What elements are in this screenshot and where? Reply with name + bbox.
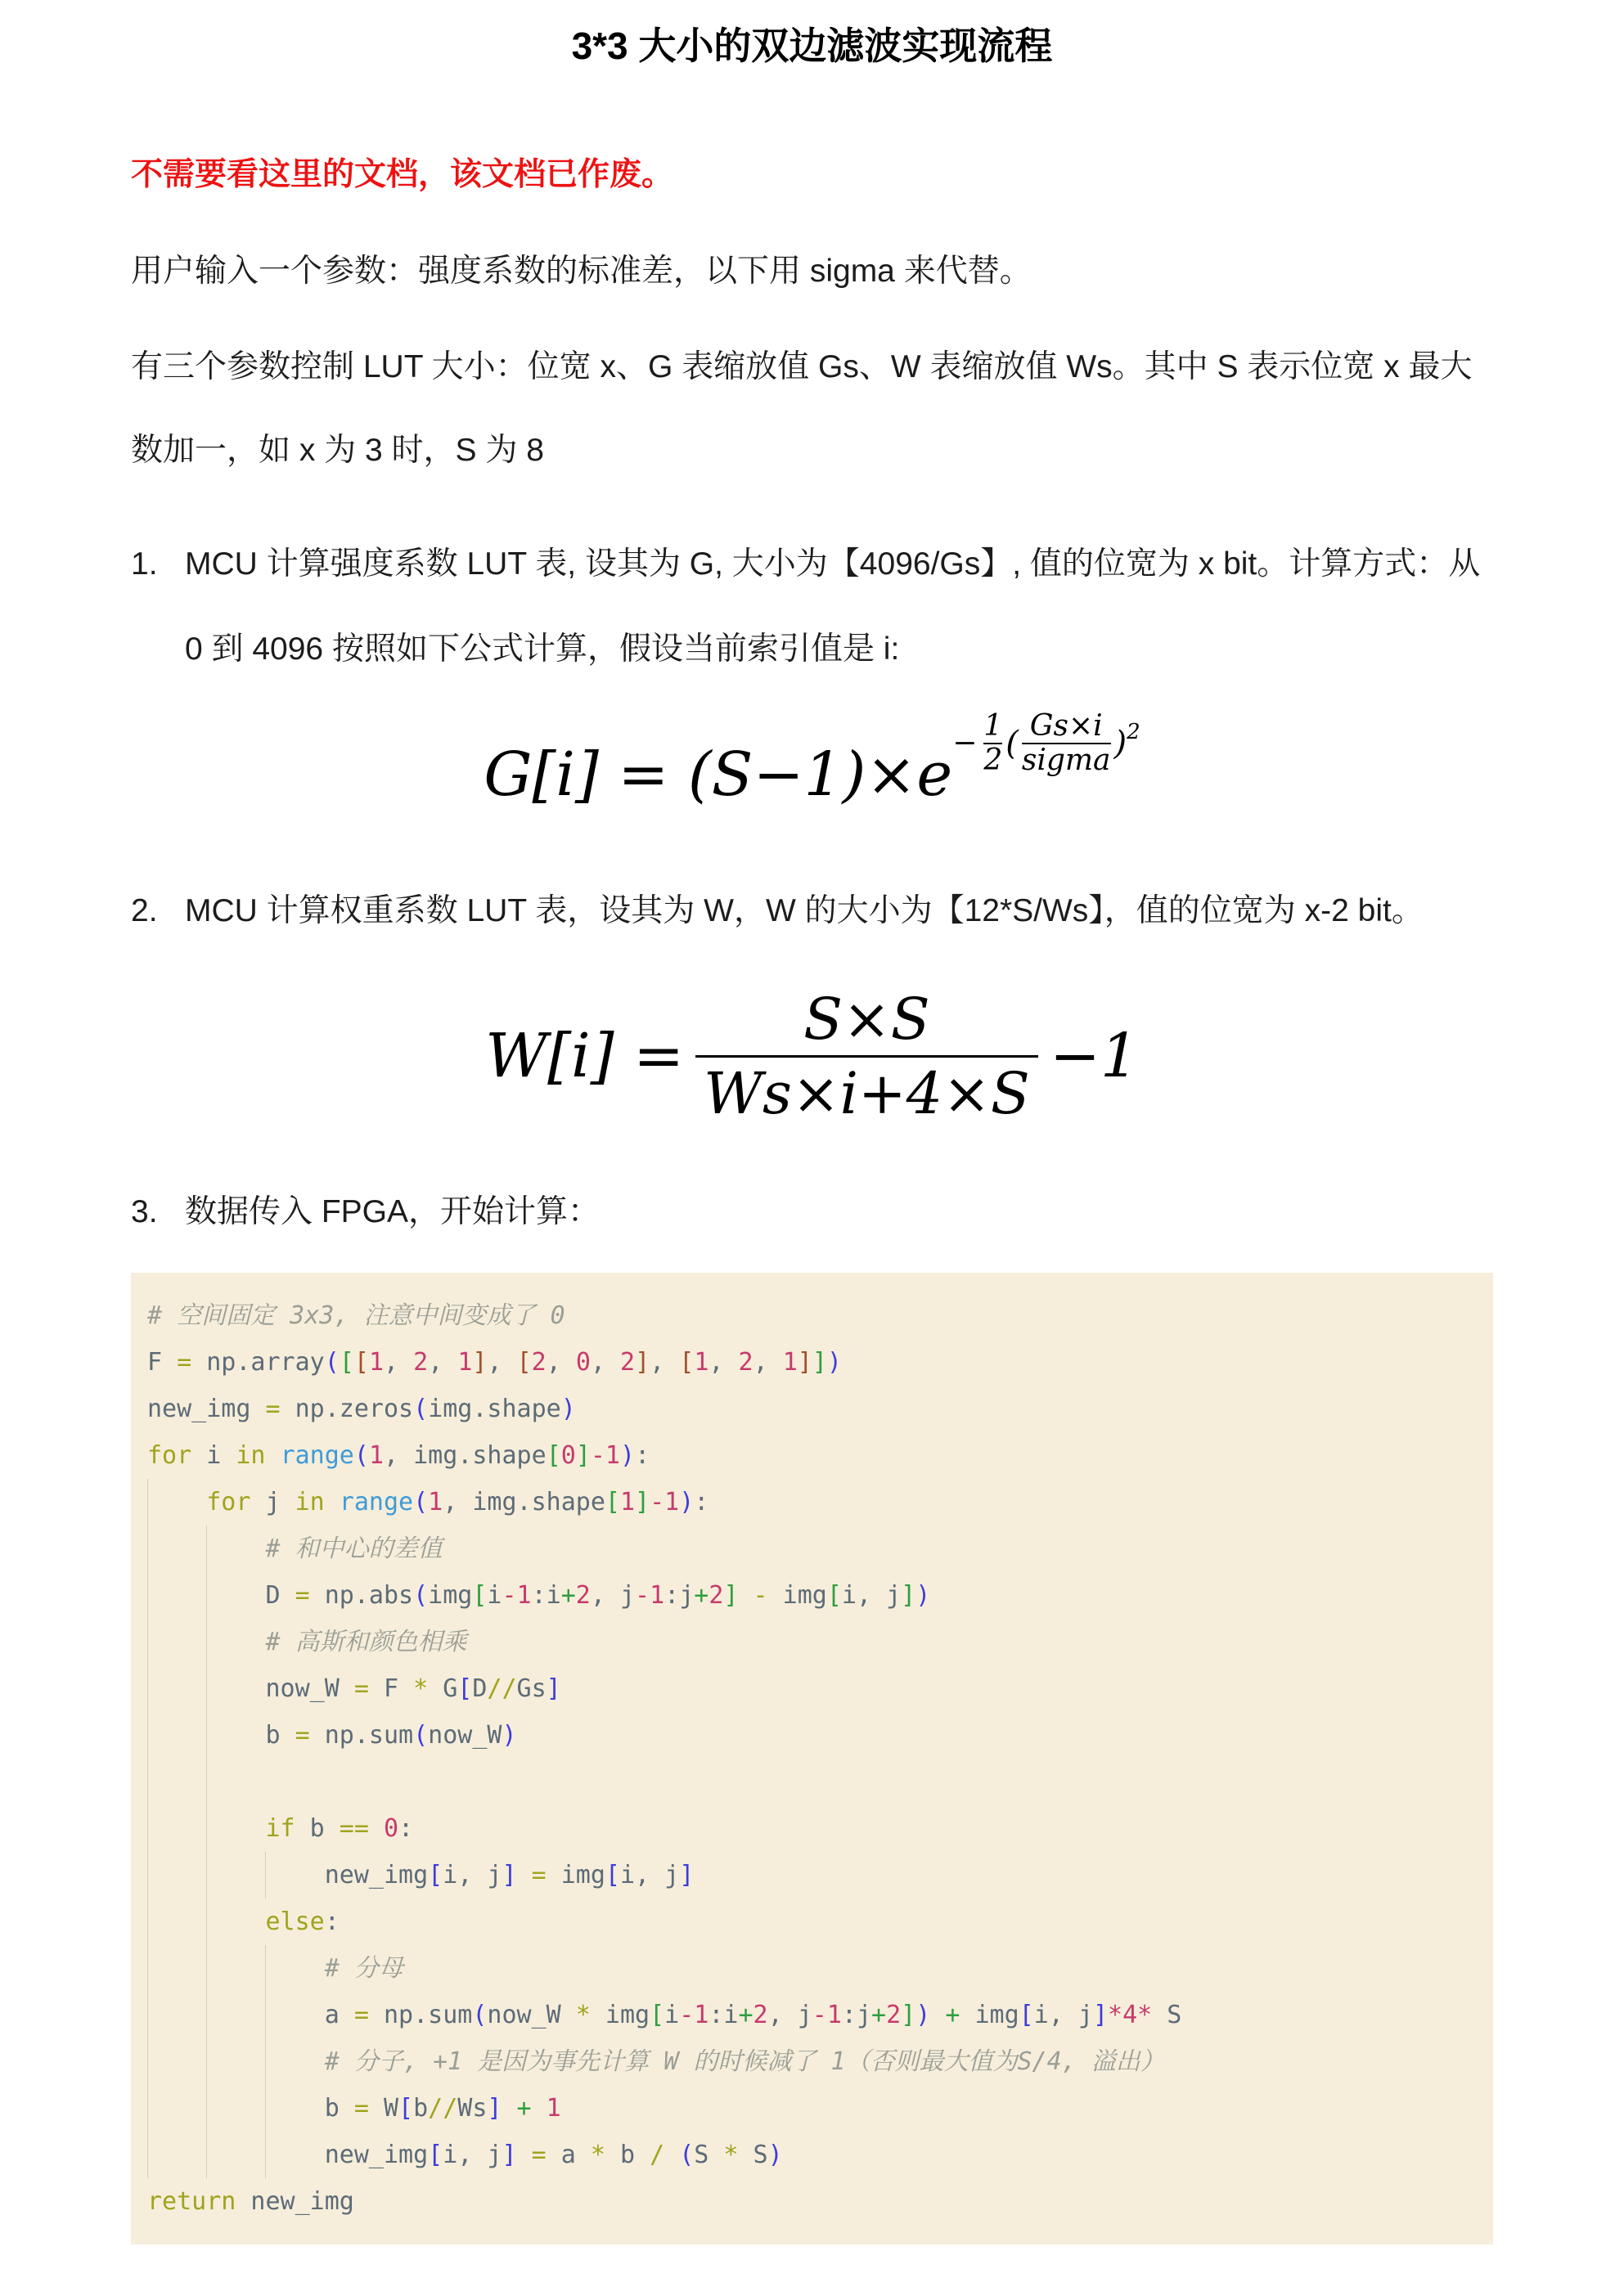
code-token: ] <box>635 1488 650 1516</box>
code-token: , <box>753 1348 783 1377</box>
paragraph-parameters: 有三个参数控制 LUT 大小：位宽 x、G 表缩放值 Gs、W 表缩放值 Ws。其中 S 表示位宽 x 最大数加一，如 x 为 3 时，S 为 8 <box>131 349 1473 468</box>
code-token <box>369 1814 384 1843</box>
code-token: S <box>738 2141 768 2169</box>
indent-guide <box>265 1945 324 1992</box>
code-token: i, j <box>841 1581 902 1610</box>
indent-guide <box>206 1759 265 1805</box>
formula-g-lut <box>131 705 1493 844</box>
code-token: [ <box>826 1581 842 1610</box>
code-token: ) <box>915 2001 931 2029</box>
code-token: ( <box>353 1441 369 1470</box>
code-line <box>147 2038 1477 2085</box>
code-token: ] <box>487 2094 502 2123</box>
code-token: 1 <box>546 2094 561 2123</box>
code-token: # 空间固定 3x3, 注意中间变成了 0 <box>147 1301 565 1330</box>
code-token: W <box>368 2094 399 2123</box>
code-token: , j <box>590 1581 636 1610</box>
code-token: np.sum <box>368 2001 473 2029</box>
code-token: [ <box>516 1348 532 1377</box>
code-token: ] <box>635 1348 650 1377</box>
indent-guide <box>206 1852 265 1898</box>
list-marker: 3. <box>131 1194 158 1229</box>
code-token: : <box>398 1814 414 1843</box>
code-token: , img.shape <box>384 1441 547 1470</box>
code-token: = <box>531 2141 547 2169</box>
code-token: ( <box>413 1721 429 1750</box>
code-token: return <box>147 2187 236 2216</box>
code-token: , img.shape <box>443 1488 605 1516</box>
indent-guide <box>206 2085 265 2132</box>
indent-guide <box>206 1945 265 1992</box>
code-token: range <box>280 1441 354 1470</box>
code-token: [ <box>650 2001 665 2029</box>
code-token: np.sum <box>309 1721 414 1750</box>
code-token: ( <box>413 1488 429 1516</box>
code-line <box>147 1712 1477 1759</box>
indent-guide <box>147 1992 206 2038</box>
code-token: ( <box>679 2141 695 2169</box>
code-token: new_img <box>236 2187 354 2216</box>
code-token: 1 <box>694 1348 709 1377</box>
code-token: img <box>546 1861 605 1889</box>
code-token: np.abs <box>309 1581 414 1610</box>
code-token: , <box>428 1348 458 1377</box>
indent-guide <box>206 1525 265 1572</box>
indent-guide <box>147 1479 206 1525</box>
code-token: : <box>694 1488 709 1516</box>
code-token: img <box>960 2001 1019 2029</box>
code-token: ) <box>767 2141 783 2169</box>
list-item-3 <box>131 1170 1493 1255</box>
code-token: * <box>590 2141 605 2169</box>
formula-main: G[i] = (S−1)×e <box>484 739 953 810</box>
code-token: img.shape <box>428 1395 561 1423</box>
code-token: 0 <box>383 1814 399 1843</box>
code-line <box>147 1898 1477 1945</box>
code-token: F <box>147 1348 178 1377</box>
indent-guide <box>147 1945 206 1992</box>
code-token: in <box>295 1488 325 1516</box>
code-token: [ <box>398 2094 414 2123</box>
code-token: 2 <box>886 2001 902 2029</box>
indent-guide <box>206 1665 265 1712</box>
code-token: [ <box>353 1348 369 1377</box>
code-token: ( <box>472 2001 488 2029</box>
indent-guide <box>147 2038 206 2085</box>
code-line <box>147 2178 1477 2225</box>
code-token: // <box>487 1674 517 1703</box>
code-token: new_img <box>324 2141 429 2169</box>
power-two: 2 <box>1127 720 1140 744</box>
code-token: ] <box>901 2001 916 2029</box>
code-token: for <box>147 1441 192 1470</box>
list-text: MCU 计算权重系数 LUT 表，设其为 W，W 的大小为【12*S/Ws】，值的位宽为 x-2 bit。 <box>185 893 1424 928</box>
code-token: range <box>339 1488 414 1516</box>
code-token <box>325 1488 340 1516</box>
code-token <box>502 2094 516 2123</box>
code-token: = <box>353 2001 369 2029</box>
code-token: : <box>635 1441 650 1470</box>
code-token: [ <box>472 1581 488 1610</box>
indent-guide <box>206 2132 265 2178</box>
code-line <box>147 1525 1477 1572</box>
code-token: # 分母 <box>324 1954 403 1983</box>
code-token: :i <box>531 1581 561 1610</box>
code-line <box>147 1479 1477 1525</box>
code-token: [ <box>428 1861 443 1889</box>
code-token: img <box>767 1581 827 1610</box>
indent-guide <box>147 1572 206 1619</box>
code-line <box>147 1992 1477 2038</box>
code-token: img <box>428 1581 473 1610</box>
code-block <box>131 1273 1493 2244</box>
code-token: , <box>487 1348 517 1377</box>
fraction-numerator: 1 <box>983 709 1003 743</box>
indent-guide <box>265 1852 324 1898</box>
indent-guide <box>147 2132 206 2178</box>
code-token: / <box>650 2141 665 2169</box>
code-token: + <box>945 2001 960 2029</box>
code-token: 0 <box>575 1348 591 1377</box>
code-token: # 分子, +1 是因为事先计算 W 的时候减了 1（否则最大值为S/4, 溢出） <box>324 2047 1165 2076</box>
code-token: ) <box>826 1348 842 1377</box>
code-token: 1 <box>368 1348 384 1377</box>
code-token: :j <box>664 1581 695 1610</box>
code-token <box>517 2141 532 2169</box>
fraction-denominator: sigma <box>1021 744 1111 777</box>
code-token: in <box>236 1441 266 1470</box>
code-token: 2 <box>531 1348 547 1377</box>
code-token: i <box>487 1581 502 1610</box>
list-text: 数据传入 FPGA，开始计算： <box>185 1194 601 1229</box>
code-token: ] <box>723 1581 739 1610</box>
code-token: : <box>324 1907 340 1936</box>
indent-guide <box>206 1805 265 1852</box>
code-token: S <box>694 2141 724 2169</box>
code-token: -1 <box>502 1581 532 1610</box>
code-token: - <box>753 1581 768 1610</box>
code-token: ] <box>575 1441 591 1470</box>
open-paren: ( <box>1005 725 1019 762</box>
code-token <box>532 2094 547 2123</box>
code-token: ] <box>1092 2001 1109 2029</box>
formula-tail: −1 <box>1049 1021 1139 1091</box>
code-token: ) <box>679 1488 695 1516</box>
indent-guide <box>206 1572 265 1619</box>
code-token: * <box>723 2141 739 2169</box>
code-token: 1 <box>782 1348 798 1377</box>
code-token: a <box>324 2001 354 2029</box>
indent-guide <box>206 1712 265 1759</box>
code-token: ] <box>797 1348 812 1377</box>
code-token: [ <box>605 1861 620 1889</box>
code-token: ] <box>472 1348 488 1377</box>
fraction-gsi-sigma <box>1022 710 1111 777</box>
code-token: [ <box>457 1674 473 1703</box>
code-token: ) <box>560 1395 576 1423</box>
code-line <box>147 1805 1477 1852</box>
code-token: = <box>353 1674 369 1703</box>
fraction-denominator: Ws×i+4×S <box>695 1055 1038 1130</box>
code-token: now_W <box>265 1674 354 1703</box>
indent-guide <box>265 1992 324 2038</box>
code-token: = <box>353 2094 369 2123</box>
code-token: 1 <box>428 1488 443 1516</box>
code-token <box>517 1861 532 1889</box>
code-token: * <box>413 1674 429 1703</box>
code-token: if <box>265 1814 295 1843</box>
code-token: + <box>738 2001 754 2029</box>
code-token: , <box>650 1348 680 1377</box>
code-token: [ <box>546 1441 561 1470</box>
indent-guide <box>147 1759 206 1805</box>
code-token: , j <box>767 2001 812 2029</box>
code-token: [ <box>1019 2001 1034 2029</box>
code-token <box>738 1581 753 1610</box>
code-line <box>147 2132 1477 2178</box>
exponent-minus: − <box>952 726 978 760</box>
indent-guide <box>147 1525 206 1572</box>
code-token: img <box>590 2001 650 2029</box>
indent-guide <box>147 2085 206 2132</box>
code-token: ( <box>413 1581 429 1610</box>
code-token: + <box>516 2094 532 2123</box>
code-token: [ <box>605 1488 620 1516</box>
indent-guide <box>147 1852 206 1898</box>
code-token: 0 <box>560 1441 576 1470</box>
code-line <box>147 1665 1477 1712</box>
code-token: = <box>295 1721 310 1750</box>
code-token: G <box>428 1674 458 1703</box>
code-line <box>147 1852 1477 1898</box>
code-token: i, j <box>619 1861 680 1889</box>
list-marker: 2. <box>131 893 158 928</box>
code-token: D <box>472 1674 488 1703</box>
code-token: b <box>413 2094 429 2123</box>
code-token: b <box>265 1721 295 1750</box>
code-token: b <box>295 1814 340 1843</box>
code-token: , <box>384 1348 414 1377</box>
formula-exponent <box>952 710 1140 777</box>
code-token: ) <box>620 1441 636 1470</box>
indent-guide <box>147 1619 206 1665</box>
code-token: -1 <box>812 2001 842 2029</box>
indent-guide <box>147 1665 206 1712</box>
code-line <box>147 1759 1477 1805</box>
code-line <box>147 1619 1477 1665</box>
code-token <box>266 1441 281 1470</box>
code-token: 2 <box>620 1348 636 1377</box>
code-token: -1 <box>590 1441 620 1470</box>
code-token: [ <box>428 2141 443 2169</box>
code-token: # 和中心的差值 <box>265 1534 443 1563</box>
indent-guide <box>265 2085 324 2132</box>
code-token: 2 <box>413 1348 429 1377</box>
list-marker: 1. <box>131 546 158 582</box>
code-token: = <box>265 1395 281 1423</box>
code-token: -1 <box>679 2001 709 2029</box>
code-token: 2 <box>709 1581 724 1610</box>
list-item-1 <box>131 522 1493 692</box>
code-token: # 高斯和颜色相乘 <box>265 1628 467 1656</box>
fraction-half <box>983 710 1002 777</box>
code-token: = <box>177 1348 192 1377</box>
code-token: = <box>531 1861 547 1889</box>
code-token: np.array <box>191 1348 325 1377</box>
code-token: , <box>709 1348 739 1377</box>
list-text: MCU 计算强度系数 LUT 表, 设其为 G, 大小为【4096/Gs】, 值的位宽为 x bit。计算方式：从 0 到 4096 按照如下公式计算，假设当前索引值是 i: <box>185 546 1481 667</box>
indent-guide <box>147 1712 206 1759</box>
code-token <box>930 2001 945 2029</box>
code-token: F <box>368 1674 414 1703</box>
code-token: i, j <box>443 1861 502 1889</box>
code-token: 2 <box>575 1581 591 1610</box>
code-token: + <box>560 1581 576 1610</box>
indent-guide <box>206 2038 265 2085</box>
code-line <box>147 1432 1477 1479</box>
code-token: ] <box>546 1674 561 1703</box>
code-token: S <box>1152 2001 1182 2029</box>
code-line <box>147 1339 1477 1386</box>
code-token: 1 <box>457 1348 473 1377</box>
code-token: j <box>250 1488 295 1516</box>
indent-guide <box>265 2132 324 2178</box>
code-token: now_W <box>428 1721 502 1750</box>
code-token: -1 <box>650 1488 680 1516</box>
warning-text: 不需要看这里的文档，该文档已作废。 <box>131 157 674 192</box>
code-line <box>147 1945 1477 1992</box>
code-token: D <box>265 1581 295 1610</box>
code-token: a <box>546 2141 591 2169</box>
code-token: else <box>265 1907 325 1936</box>
code-line <box>147 2085 1477 2132</box>
code-token: , <box>546 1348 576 1377</box>
fraction-numerator: S×S <box>803 985 930 1053</box>
code-token: Gs <box>516 1674 547 1703</box>
code-token: ] <box>812 1348 827 1377</box>
code-token: b <box>324 2094 354 2123</box>
code-token: 2 <box>753 2001 768 2029</box>
indent-guide <box>206 1898 265 1945</box>
code-token: now_W <box>487 2001 576 2029</box>
code-token: b <box>605 2141 650 2169</box>
code-token: = <box>295 1581 310 1610</box>
code-token: + <box>694 1581 709 1610</box>
indent-guide <box>147 1805 206 1852</box>
code-token: i, j <box>1033 2001 1093 2029</box>
code-token: ( <box>413 1395 429 1423</box>
code-token: new_img <box>147 1395 266 1423</box>
code-token: new_img <box>324 1861 429 1889</box>
code-token: ] <box>502 2141 517 2169</box>
code-token: for <box>206 1488 251 1516</box>
code-token: [ <box>339 1348 354 1377</box>
code-token: ) <box>915 1581 931 1610</box>
code-token: 2 <box>738 1348 754 1377</box>
fraction-numerator: Gs×i <box>1029 709 1103 743</box>
code-token: :j <box>841 2001 872 2029</box>
code-token: 1 <box>619 1488 636 1516</box>
code-token: + <box>871 2001 887 2029</box>
code-token: [ <box>679 1348 695 1377</box>
code-token: np.zeros <box>280 1395 414 1423</box>
code-token: i, j <box>443 2141 502 2169</box>
code-token: // <box>428 2094 458 2123</box>
indent-guide <box>147 1898 206 1945</box>
code-token: ] <box>901 1581 916 1610</box>
code-token: ) <box>502 1721 517 1750</box>
list-item-2 <box>131 869 1493 954</box>
code-line <box>147 1386 1477 1432</box>
page-title: 3*3 大小的双边滤波实现流程 <box>571 25 1053 67</box>
formula-w-lut <box>131 978 1493 1134</box>
indent-guide <box>206 1619 265 1665</box>
code-token: ( <box>324 1348 340 1377</box>
formula-lhs: W[i] = <box>485 1021 685 1091</box>
code-token: 1 <box>368 1441 384 1470</box>
fraction-main <box>695 983 1038 1130</box>
code-line <box>147 1572 1477 1619</box>
code-token: i <box>191 1441 236 1470</box>
code-token: == <box>339 1814 369 1843</box>
code-line <box>147 1292 1477 1339</box>
indent-guide <box>206 1992 265 2038</box>
code-token: -1 <box>635 1581 665 1610</box>
indent-guide <box>265 2038 324 2085</box>
code-token: ] <box>679 1861 695 1889</box>
code-token: *4* <box>1108 2001 1153 2029</box>
code-token: Ws <box>457 2094 488 2123</box>
close-paren: ) <box>1113 725 1127 762</box>
code-token: :i <box>709 2001 739 2029</box>
code-token: * <box>575 2001 591 2029</box>
code-token: , <box>590 1348 620 1377</box>
fraction-denominator: 2 <box>983 744 1003 777</box>
code-token <box>664 2141 679 2169</box>
paragraph-sigma: 用户输入一个参数：强度系数的标准差，以下用 sigma 来代替。 <box>131 254 1032 289</box>
code-token: i <box>664 2001 680 2029</box>
code-token: ] <box>502 1861 517 1889</box>
